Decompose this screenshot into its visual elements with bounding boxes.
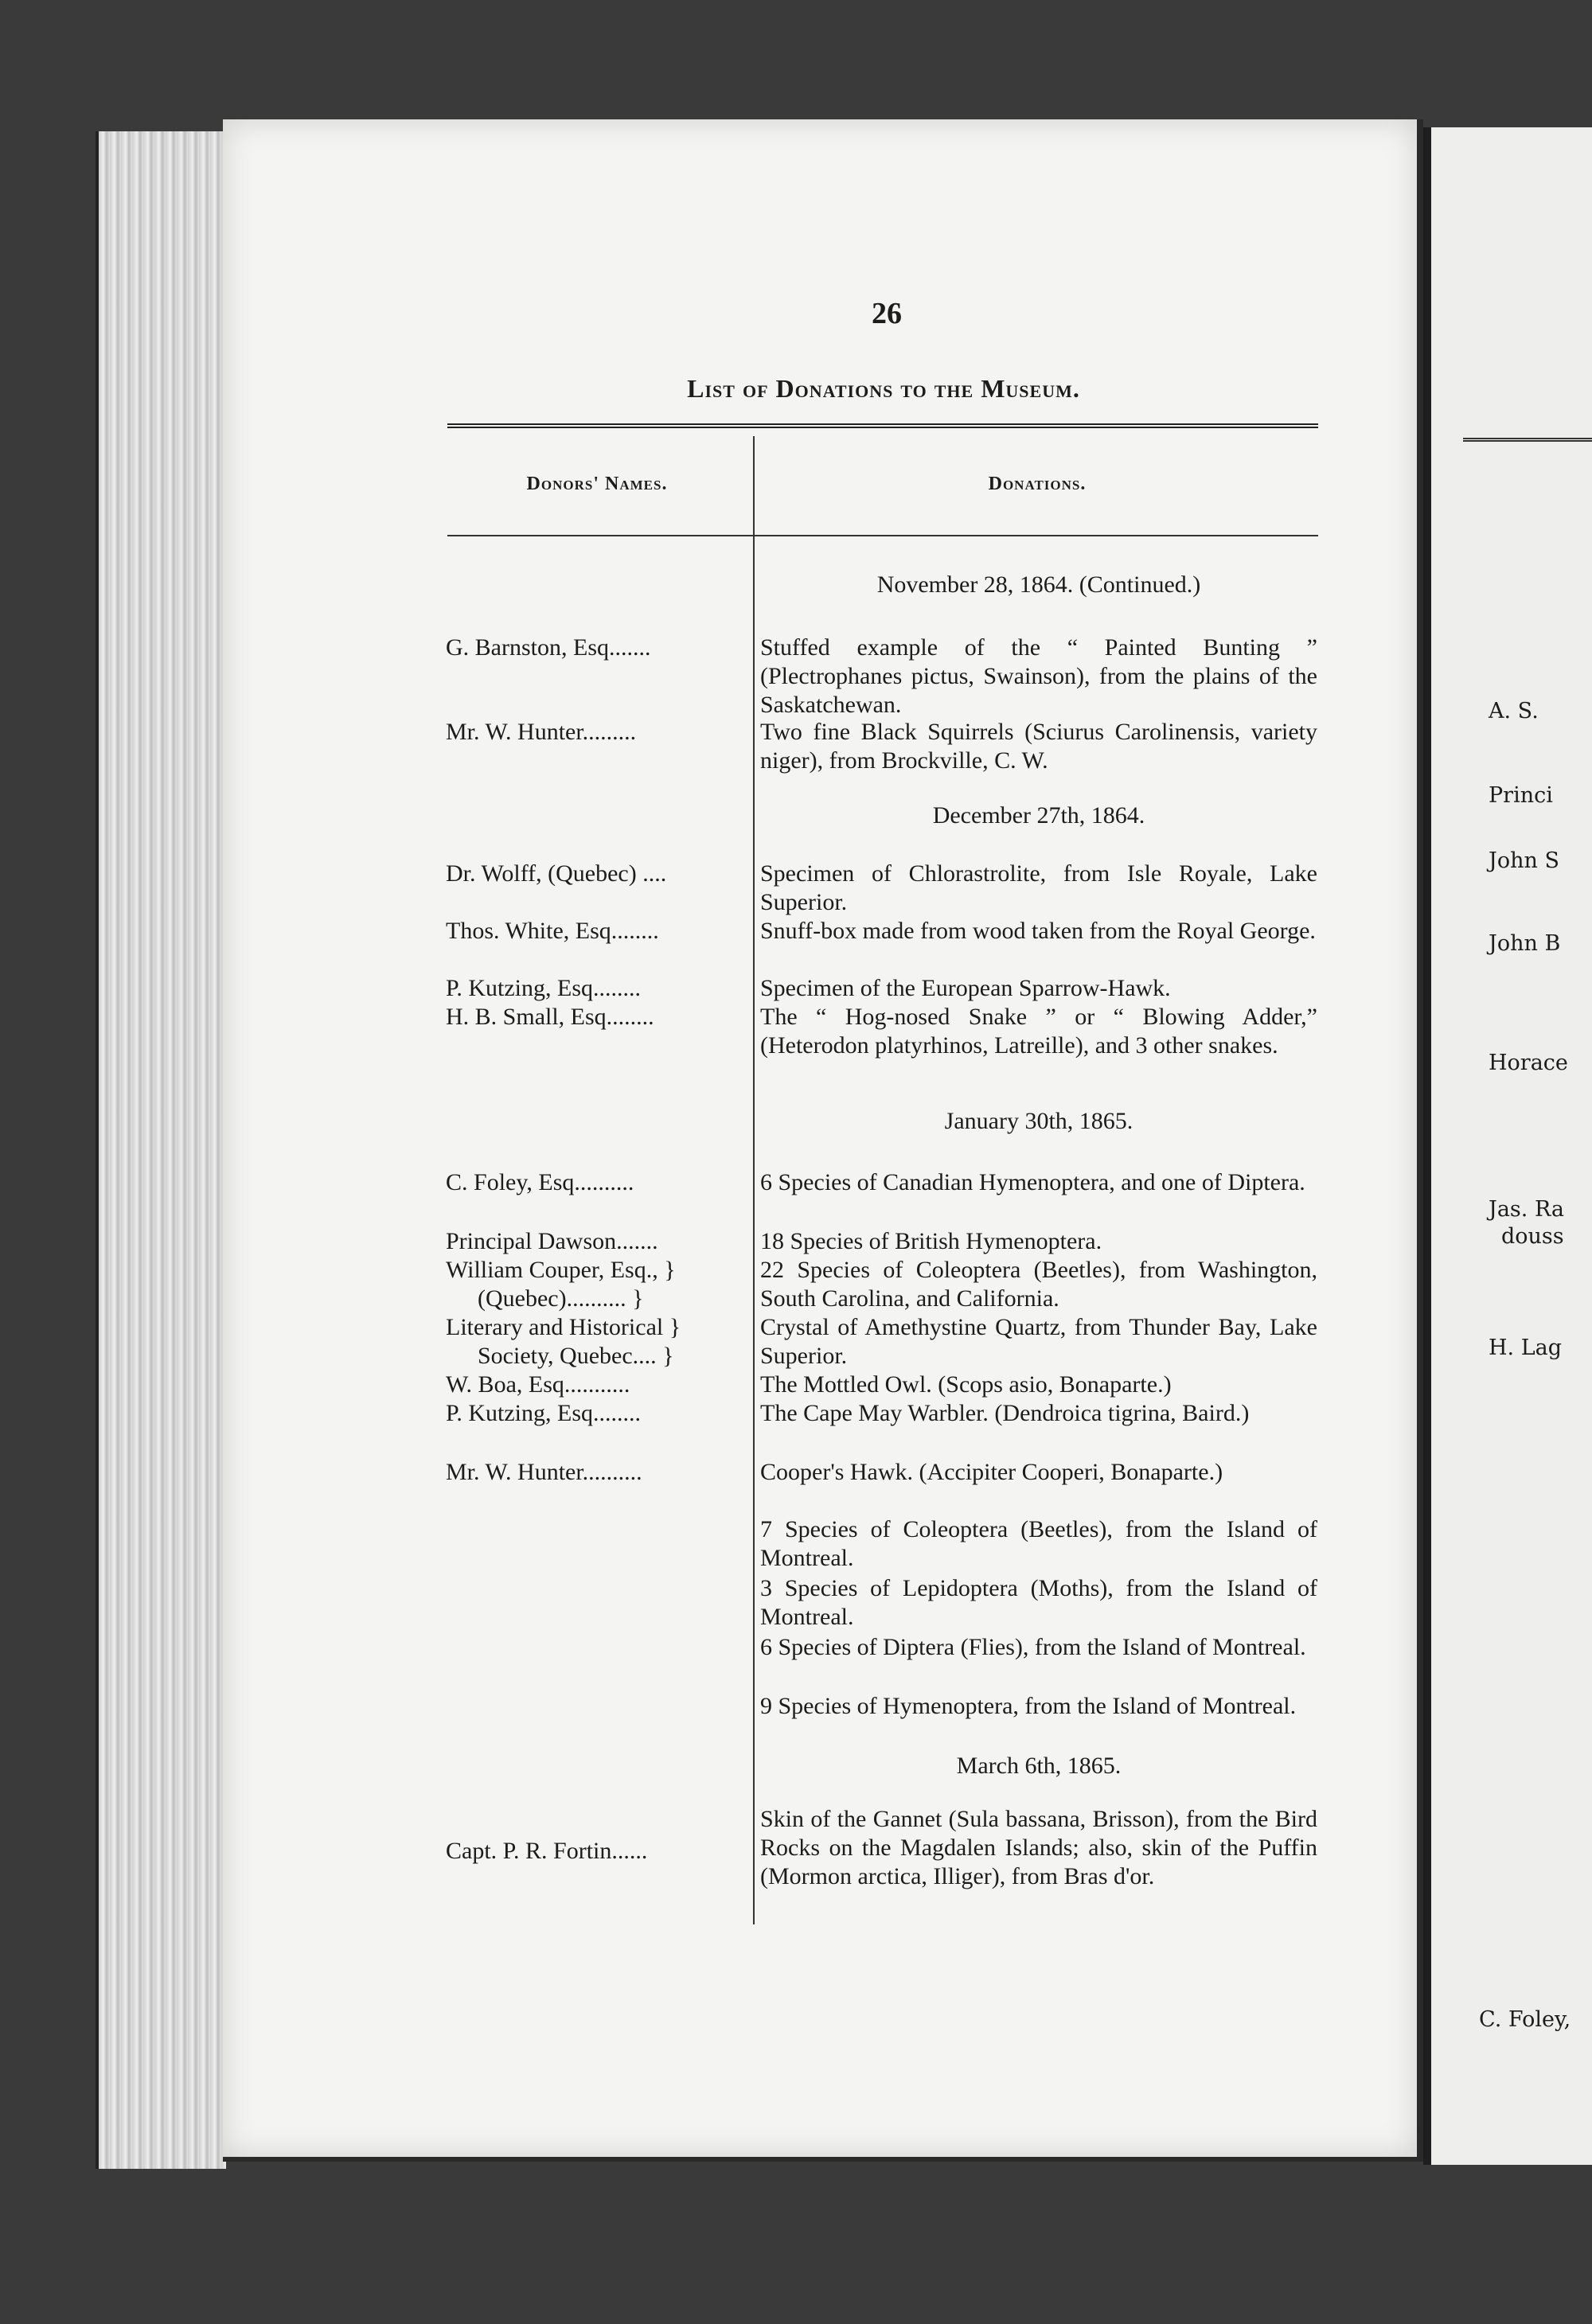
- donation-text: 9 Species of Hymenoptera, from the Island of Montreal.: [760, 1693, 1297, 1719]
- facing-fragment: Princi: [1489, 783, 1553, 808]
- facing-fragment: John B: [1489, 931, 1561, 956]
- donation-text: Two fine Black Squirrels (Sciurus Carolinensis, variety niger), from Brockville, C. W.: [760, 719, 1317, 774]
- date-text: March 6th, 1865.: [956, 1753, 1122, 1779]
- facing-page: [1423, 127, 1592, 2165]
- donation-text: 18 Species of British Hymenoptera.: [760, 1228, 1102, 1254]
- facing-fragment: C. Foley,: [1479, 2007, 1571, 2032]
- page-edges: [96, 131, 226, 2169]
- title-rule: [447, 423, 1318, 428]
- column-rule: [753, 436, 755, 1924]
- donor-name: P. Kutzing, Esq........: [446, 975, 642, 1001]
- facing-fragment: douss: [1501, 1224, 1564, 1249]
- donation-text: The “ Hog-nosed Snake ” or “ Blowing Adder,” (Heterodon platyrhinos, Latreille), and 3 other snakes.: [760, 1004, 1317, 1059]
- donation-text: Stuffed example of the “ Painted Bunting ” (Plectrophanes pictus, Swainson), from the plains of the Saskatchewan.: [760, 634, 1317, 718]
- facing-fragment: A. S.: [1489, 699, 1539, 723]
- donation-text: Snuff-box made from wood taken from the Royal George.: [760, 918, 1316, 944]
- facing-fragment: Horace: [1489, 1051, 1568, 1075]
- donor-name: Dr. Wolff, (Quebec) ....: [446, 860, 667, 887]
- donation-text: Crystal of Amethystine Quartz, from Thunder Bay, Lake Superior.: [760, 1314, 1317, 1369]
- page-number: 26: [872, 297, 902, 330]
- donor-name: Literary and Historical }: [446, 1314, 681, 1340]
- date-text: December 27th, 1864.: [932, 802, 1145, 829]
- facing-fragment: Jas. Ra: [1489, 1197, 1564, 1222]
- donor-name-continued: (Quebec).......... }: [478, 1285, 644, 1312]
- donor-name: W. Boa, Esq...........: [446, 1371, 630, 1398]
- donor-name: P. Kutzing, Esq........: [446, 1400, 642, 1426]
- donor-name: William Couper, Esq., }: [446, 1257, 676, 1283]
- header-donors: Donors' Names.: [526, 474, 668, 494]
- date-text: November 28, 1864. (Continued.): [876, 571, 1201, 598]
- donor-name: Mr. W. Hunter.........: [446, 719, 637, 745]
- donor-name: Principal Dawson.......: [446, 1228, 658, 1254]
- donation-text: 7 Species of Coleoptera (Beetles), from the Island of Montreal.: [760, 1516, 1317, 1571]
- donor-name: Capt. P. R. Fortin......: [446, 1838, 648, 1864]
- donor-name: H. B. Small, Esq........: [446, 1004, 654, 1030]
- date-text: January 30th, 1865.: [944, 1108, 1134, 1134]
- donor-name-continued: Society, Quebec.... }: [478, 1343, 674, 1369]
- donation-text: 6 Species of Diptera (Flies), from the Island of Montreal.: [760, 1634, 1306, 1660]
- donation-text: Specimen of Chlorastrolite, from Isle Royale, Lake Superior.: [760, 860, 1317, 915]
- donation-text: The Mottled Owl. (Scops asio, Bonaparte.): [760, 1371, 1172, 1398]
- donor-name: Mr. W. Hunter..........: [446, 1459, 642, 1485]
- donation-text: 22 Species of Coleoptera (Beetles), from Washington, South Carolina, and California.: [760, 1257, 1317, 1312]
- header-donations: Donations.: [988, 474, 1087, 494]
- facing-page-rule: [1463, 438, 1592, 442]
- donor-name: C. Foley, Esq..........: [446, 1169, 634, 1195]
- donation-text: 3 Species of Lepidoptera (Moths), from the Island of Montreal.: [760, 1575, 1317, 1630]
- page-title: List of Donations to the Museum.: [687, 374, 1080, 403]
- facing-fragment: John S: [1489, 848, 1559, 873]
- donor-name: G. Barnston, Esq.......: [446, 634, 651, 661]
- donation-text: The Cape May Warbler. (Dendroica tigrina, Baird.): [760, 1400, 1250, 1426]
- donation-text: Specimen of the European Sparrow-Hawk.: [760, 975, 1171, 1001]
- facing-fragment: H. Lag: [1489, 1336, 1563, 1360]
- donation-text: 6 Species of Canadian Hymenoptera, and one of Diptera.: [760, 1169, 1305, 1195]
- header-rule: [447, 535, 1318, 536]
- donation-text: Skin of the Gannet (Sula bassana, Brisson), from the Bird Rocks on the Magdalen Islands; also, skin of the Puffin (Mormon arctica, Illiger), from Bras d'or.: [760, 1806, 1317, 1889]
- donation-text: Cooper's Hawk. (Accipiter Cooperi, Bonaparte.): [760, 1459, 1223, 1485]
- donor-name: Thos. White, Esq........: [446, 918, 659, 944]
